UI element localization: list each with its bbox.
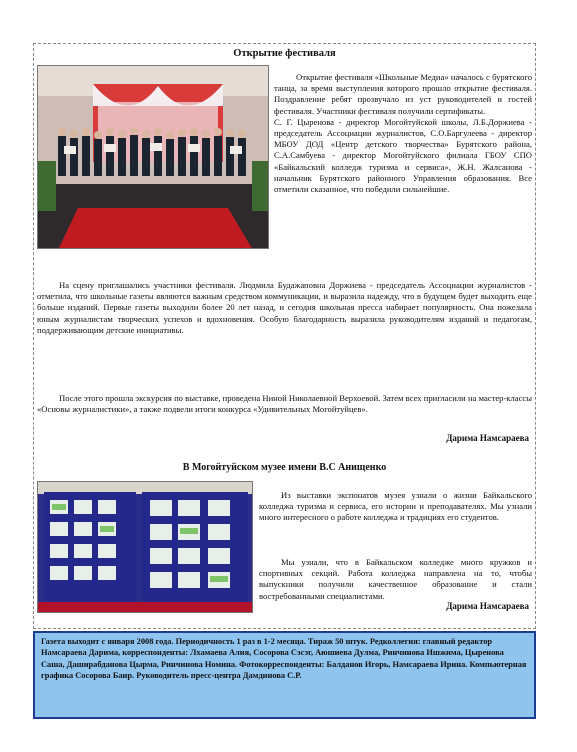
article-body-text-2 xyxy=(37,393,532,415)
paragraph-museum: Из выставки экспонатов музея узнали о жизни Байкальского колледжа туризма и сервиса, его истории и преподавателях. Мы узнали много интересного о работе колледжа и традициях его студентов. xyxy=(259,490,532,523)
article2-title: В Могойтуйском музее имени В.С Анищенко xyxy=(182,462,387,473)
museum-exhibit-photo xyxy=(37,481,253,613)
article2-text-2 xyxy=(259,557,532,602)
paragraph-college: Мы узнали, что в Байкальском колледже много кружков и спортивных секций. Работа колледжа направлена на то, чтобы выпускники получили качественное образование и стали востребованными специалистами. xyxy=(259,557,532,601)
imprint-text: Газета выходит с января 2008 года. Периодичность 1 раз в 1-2 месяца. Тираж 50 штук. Редколлегия: главный редактор Намсараева Дарима, корреспонденты: Лхамаева Алия, Сосорова Сэсэг, Аюшиева Дулма, Ринчинова Ишжима, Цыренова Саша, Даширабданова Цырма, Ринчинова Номина. Фотокорреспонденты: Балданов Игорь, Намсараева Ирина. Компьютерная графика Сосорова Баир. Руководитель пресс-центра Дамдинова С.Р. xyxy=(41,637,527,681)
newspaper-imprint xyxy=(33,631,536,719)
paragraph-guests: С. Г. Цыренова - директор Могойтуйской школы, Л.Б.Доржиева - председатель Ассоциации журналистов, С.О.Баргулеева - директор МБОУ ДОД «Центр детского творчества» Бурятского района, С.А.Самбуева - директор Могойтуйского филиала ГБОУ СПО «Байкальский колледж туризма и сервиса», Ж.Н. Жалсанова - начальник Бурятского районного Управления образования. Все отметили сказанное, что победили сильнейшие. xyxy=(274,116,532,195)
festival-opening-photo xyxy=(37,65,269,249)
article2-text xyxy=(259,490,532,524)
article-intro-text xyxy=(274,72,532,195)
article-title: Открытие фестиваля xyxy=(233,48,336,59)
article-body-text xyxy=(37,280,532,336)
article-author: Дарима Намсараева xyxy=(446,433,529,443)
article2-author: Дарима Намсараева xyxy=(446,601,529,611)
newspaper-page xyxy=(33,43,536,629)
paragraph-speech: На сцену приглашались участники фестиваля. Людмила Будажаповна Доржиева - председатель Ассоциации журналистов - отметила, что школьные газеты являются важным средством коммуникации, и выразила надежду, что в будущем будет выходить еще больше изданий. Первые газеты выходили более 20 лет назад, и сегодня школьная пресса набирает популярность. Она пожелала юным журналистам творческих успехов и вдохновения. Особую благодарность выразила руководителям изданий и педагогам, поддерживающим детские инициативы. xyxy=(37,280,532,335)
paragraph-opening: Открытие фестиваля «Школьные Медиа» началось с бурятского танца, за время выступления которого прошло открытие фестиваля. Поздравление ребят прозвучало из уст руководителей и гостей фестиваля. Участники фестиваля получили сертификаты. xyxy=(274,72,532,116)
paragraph-excursion: После этого прошла экскурсия по выставке, проведена Ниной Николаевной Верхоевой. Затем всех пригласили на мастер-классы «Основы журналистики», а также подвели итоги конкурса «Удивительных Могойтуйцев». xyxy=(37,393,532,415)
